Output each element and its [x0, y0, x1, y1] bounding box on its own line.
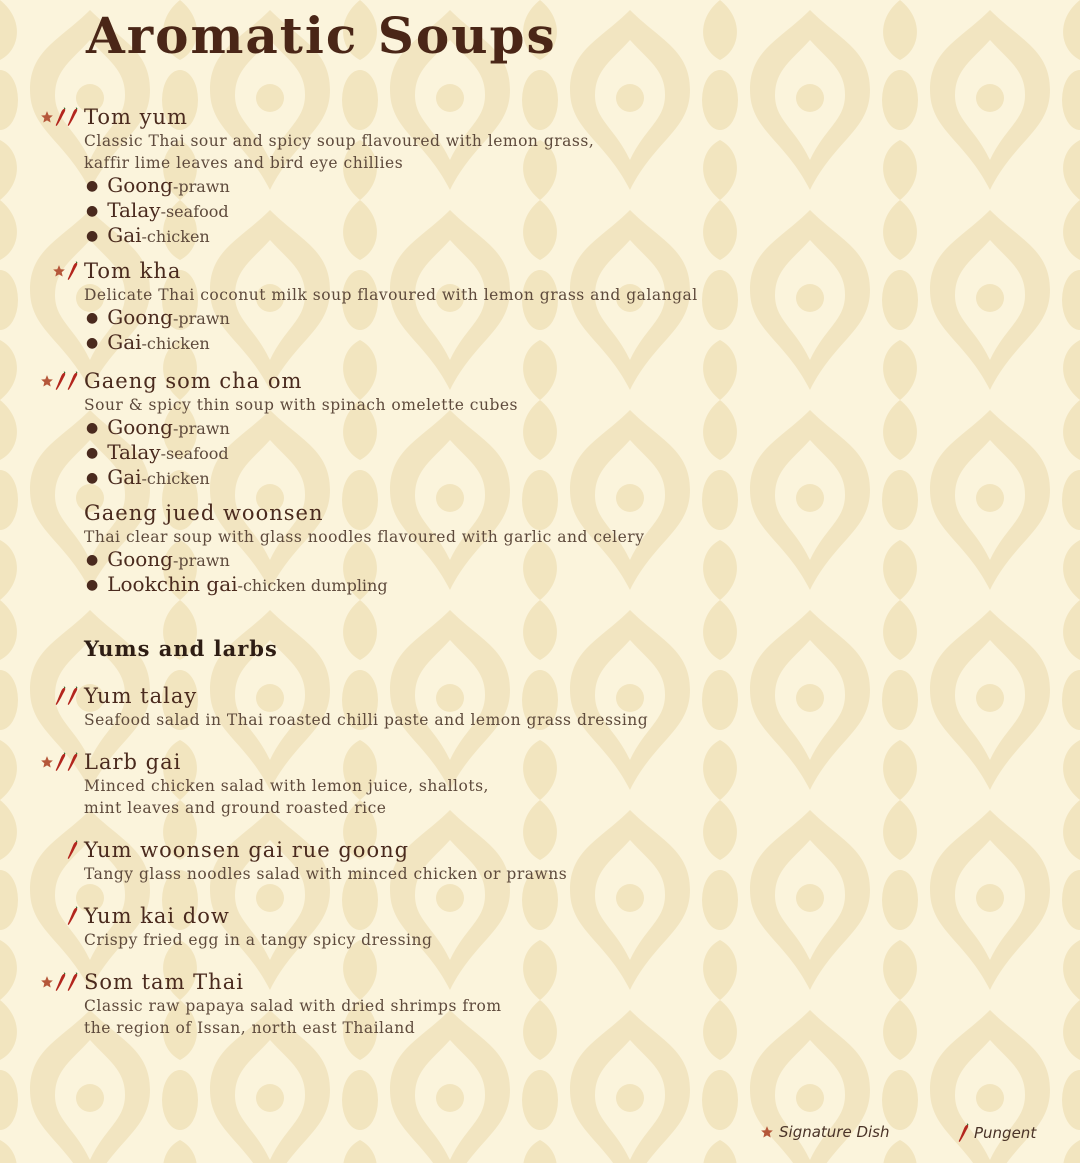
legend-pungent [958, 1123, 1036, 1143]
chilli-icon [55, 686, 66, 706]
option-item: ● Talay-seafood [86, 440, 229, 464]
option-item: ● Gai-chicken [86, 330, 210, 354]
option-item: ● Talay-seafood [86, 198, 229, 222]
bullet-icon: ● [86, 178, 99, 194]
signature-star-icon [52, 264, 66, 278]
chilli-icon [67, 686, 78, 706]
dish-description: kaffir lime leaves and bird eye chillies [84, 154, 404, 172]
chilli-icon [67, 261, 78, 281]
menu-item-yum-woonsen-gai-rue-goong [84, 837, 567, 885]
dish-description: Tangy glass noodles salad with minced chicken or prawns [84, 865, 568, 883]
bullet-icon: ● [86, 420, 99, 436]
bullet-icon: ● [86, 577, 99, 593]
option-item: ● Goong-prawn [86, 305, 230, 329]
dish-description: Classic raw papaya salad with dried shrimps from [84, 997, 502, 1015]
dish-description: Sour & spicy thin soup with spinach omelette cubes [84, 396, 519, 414]
signature-star-icon [40, 975, 54, 989]
legend-signature-label: Signature Dish [779, 1123, 890, 1141]
chilli-icon [67, 371, 78, 391]
dish-name: Yum woonsen gai rue goong [84, 838, 410, 862]
menu-item-gaeng-som-cha-om [84, 368, 518, 491]
option-item: ● Gai-chicken [86, 465, 210, 489]
legend-pungent-label: Pungent [974, 1124, 1037, 1142]
option-item: ● Goong-prawn [86, 415, 230, 439]
dish-description: the region of Issan, north east Thailand [84, 1019, 416, 1037]
bullet-icon: ● [86, 445, 99, 461]
menu-item-yum-talay [84, 683, 648, 731]
option-item: ● Goong-prawn [86, 547, 230, 571]
menu-item-yum-kai-dow [84, 903, 432, 951]
bullet-icon: ● [86, 335, 99, 351]
signature-star-icon [40, 110, 54, 124]
dish-name: Som tam Thai [84, 970, 244, 994]
dish-name: Tom yum [84, 105, 188, 129]
option-item: ● Lookchin gai-chicken dumpling [86, 572, 388, 596]
dish-name: Yum talay [84, 684, 198, 708]
chilli-icon [55, 371, 66, 391]
signature-star-icon [40, 755, 54, 769]
section-heading: Yums and larbs [84, 636, 278, 661]
menu-item-gaeng-jued-woonsen [84, 500, 644, 598]
menu-item-tom-kha [84, 258, 698, 356]
option-item: ● Goong-prawn [86, 173, 230, 197]
dish-name: Gaeng jued woonsen [84, 501, 324, 525]
chilli-icon [67, 752, 78, 772]
chilli-icon [55, 107, 66, 127]
dish-description: Minced chicken salad with lemon juice, shallots, [84, 777, 489, 795]
page-title: Aromatic Soups [86, 6, 557, 65]
chilli-icon [958, 1123, 969, 1143]
legend-signature [760, 1123, 890, 1141]
dish-name: Tom kha [84, 259, 182, 283]
bullet-icon: ● [86, 470, 99, 486]
dish-description: mint leaves and ground roasted rice [84, 799, 387, 817]
dish-description: Delicate Thai coconut milk soup flavoured with lemon grass and galangal [84, 286, 698, 304]
menu-item-tom-yum [84, 104, 594, 249]
dish-name: Gaeng som cha om [84, 369, 303, 393]
dish-description: Thai clear soup with glass noodles flavoured with garlic and celery [84, 528, 645, 546]
bullet-icon: ● [86, 228, 99, 244]
signature-star-icon [760, 1125, 774, 1139]
bullet-icon: ● [86, 203, 99, 219]
bullet-icon: ● [86, 310, 99, 326]
chilli-icon [67, 906, 78, 926]
menu-item-larb-gai [84, 749, 489, 819]
signature-star-icon [40, 374, 54, 388]
chilli-icon [55, 972, 66, 992]
dish-description: Crispy fried egg in a tangy spicy dressing [84, 931, 433, 949]
chilli-icon [67, 107, 78, 127]
bullet-icon: ● [86, 552, 99, 568]
chilli-icon [67, 972, 78, 992]
dish-description: Classic Thai sour and spicy soup flavoured with lemon grass, [84, 132, 595, 150]
chilli-icon [55, 752, 66, 772]
dish-name: Larb gai [84, 750, 182, 774]
menu-item-som-tam-thai [84, 969, 502, 1039]
dish-name: Yum kai dow [84, 904, 230, 928]
chilli-icon [67, 840, 78, 860]
option-item: ● Gai-chicken [86, 223, 210, 247]
dish-description: Seafood salad in Thai roasted chilli paste and lemon grass dressing [84, 711, 649, 729]
